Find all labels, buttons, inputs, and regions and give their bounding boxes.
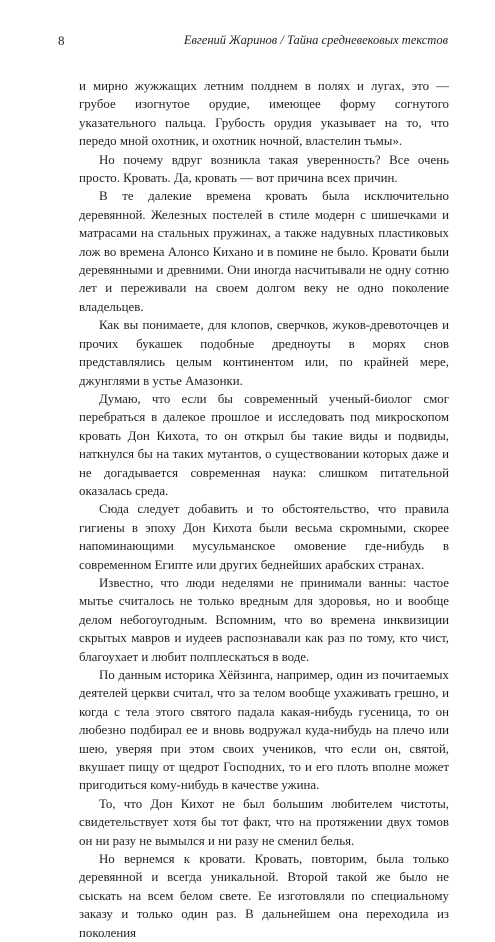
paragraph: По данным историка Хёйзинга, например, один из почитаемых деятелей церкви считал, что за телом вообще ухаживать грешно, и когда с тела этого святого падала какая-нибудь гусеница, то он любезно подбирал ее и вновь водружал куда-нибудь на плечо или шею, уверяя при этом своих учеников, что если он, святой, вкушает пищу от щедрот Господних, то и его плоть вполне может пригодиться кому-нибудь в качестве ужина. [79, 668, 449, 793]
paragraph: То, что Дон Кихот не был большим любителем чистоты, свидетельствует хотя бы тот факт, что на протяжении двух томов он ни разу не вымылся и ни разу не сменил белья. [79, 796, 449, 848]
paragraph: Но почему вдруг возникла такая уверенность? Все очень просто. Кровать. Да, кровать — вот причина всех причин. [79, 152, 449, 186]
running-header-title: Евгений Жаринов / Тайна средневековых текстов [183, 33, 448, 47]
page-number: 8 [58, 33, 65, 48]
running-header [58, 33, 448, 53]
paragraph: и мирно жужжащих летним полднем в полях и лугах, это — грубое изогнутое орудие, имеющее форму согнутого указательного пальца. Грубость орудия указывает на то, что передо мной охотник, и охотник ночной, властелин тьмы». [79, 79, 449, 149]
paragraph: Думаю, что если бы современный ученый-биолог смог перебраться в далекое прошлое и исследовать под микроскопом кровать Дон Кихота, то он открыл бы такие виды и подвиды, наткнулся бы на таких мутантов, о существовании которых даже и не догадывается современная наука: слишком питательной оказалась среда. [79, 391, 449, 498]
paragraph: Сюда следует добавить и то обстоятельство, что правила гигиены в эпоху Дон Кихота были весьма скромными, скорее напоминающими мусульманское омовение где-нибудь в современном Египте или других беднейших арабских странах. [79, 502, 449, 572]
paragraph: Но вернемся к кровати. Кровать, повторим, была только деревянной и всегда уникальной. Второй такой же было не сыскать на всем белом свете. Ее изготовляли по специальному заказу и только один раз. В дальнейшем она переходила из поколения [79, 852, 449, 940]
body-text [79, 77, 449, 942]
paragraph: Известно, что люди неделями не принимали ванны: частое мытье считалось не только вредным для здоровья, но и вообще делом небогоугодным. Вспомним, что во времена инквизиции скрытых мавров и иудеев распознавали как раз по тому, кто чист, благоухает и любит полплескаться в воде. [79, 575, 449, 664]
paragraph: В те далекие времена кровать была исключительно деревянной. Железных постелей в стиле модерн с шишечками и матрасами на стальных пружинах, а также надувных пластиковых лож во времена Алонсо Кихано и в помине не было. Кровати были деревянными и древними. Они иногда насчитывали не одну сотню лет и переживали на своем долгом веку не одно поколение владельцев. [79, 189, 449, 314]
paragraph: Как вы понимаете, для клопов, сверчков, жуков-древоточцев и прочих букашек подобные дредноуты в морях снов представлялись целым континентом или, по крайней мере, джунглями в устье Амазонки. [79, 318, 449, 388]
